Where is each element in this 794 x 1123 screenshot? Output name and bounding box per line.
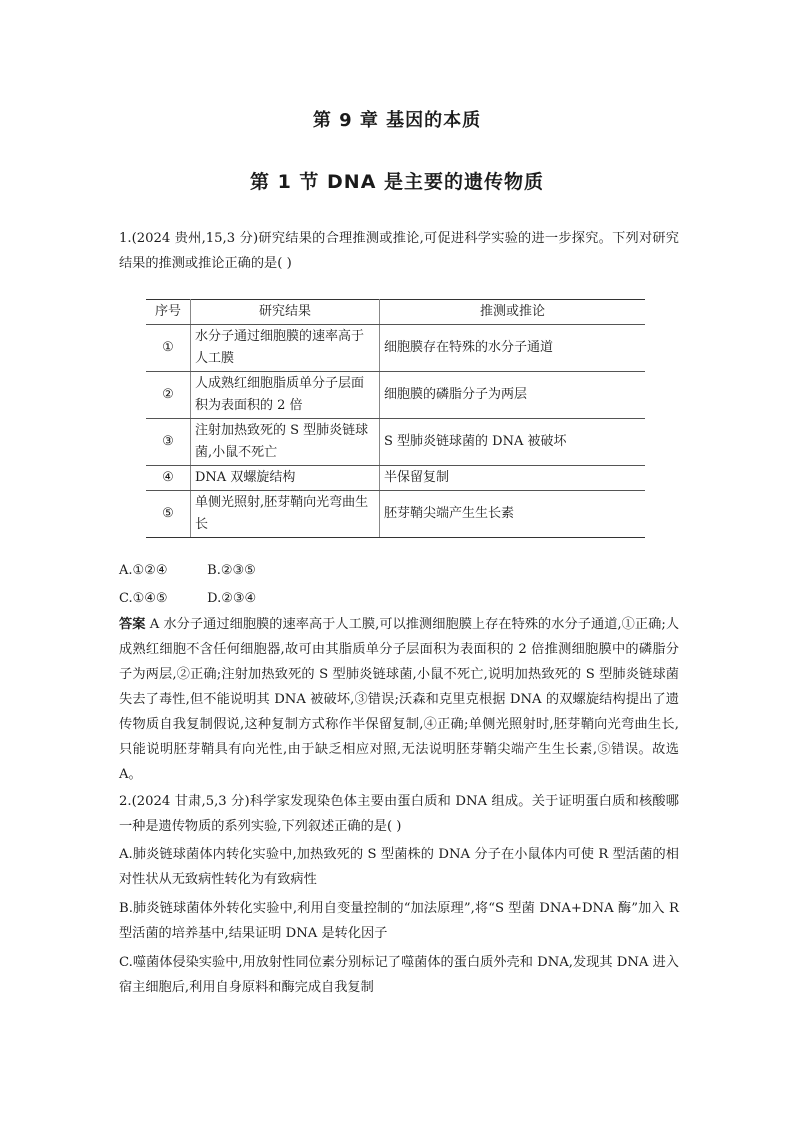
option-a: A.①②④ [119, 563, 168, 578]
question-2-option-c: C.噬菌体侵染实验中,用放射性同位素分别标记了噬菌体的蛋白质外壳和 DNA,发现其 DNA 进入宿主细胞后,利用自身原料和酶完成自我复制 [119, 955, 679, 995]
question-1-options-row-1 [119, 563, 291, 578]
row-inference: S 型肺炎链球菌的 DNA 被破坏 [380, 419, 646, 466]
question-1-options-row-2 [119, 591, 291, 606]
row-index: ⑤ [146, 491, 191, 538]
section-title: 第 1 节 DNA 是主要的遗传物质 [249, 171, 545, 193]
table-row [146, 325, 645, 372]
question-1-stem [119, 226, 679, 276]
row-result: 人成熟红细胞脂质单分子层面积为表面积的 2 倍 [191, 372, 380, 419]
row-inference: 胚芽鞘尖端产生生长素 [380, 491, 646, 538]
option-c: C.①④⑤ [119, 591, 168, 606]
row-result: 注射加热致死的 S 型肺炎链球菌,小鼠不死亡 [191, 419, 380, 466]
question-2-stem [119, 789, 679, 839]
table-row [146, 491, 645, 538]
row-inference: 细胞膜存在特殊的水分子通道 [380, 325, 646, 372]
question-2-text: 2.(2024 甘肃,5,3 分)科学家发现染色体主要由蛋白质和 DNA 组成。关于证明蛋白质和核酸哪一种是遗传物质的系列实验,下列叙述正确的是( ) [119, 794, 679, 834]
option-d: D.②③④ [207, 591, 257, 606]
row-inference: 细胞膜的磷脂分子为两层 [380, 372, 646, 419]
table-row [146, 466, 645, 491]
answer-explanation: A 水分子通过细胞膜的速率高于人工膜,可以推测细胞膜上存在特殊的水分子通道,①正确;人成熟红细胞不含任何细胞器,故可由其脂质单分子层面积为表面积的 2 倍推测细胞膜中的磷脂分子为两层,②正确;注射加热致死的 S 型肺炎链球菌,小鼠不死亡,说明加热致死的 S 型肺炎链球菌失去了毒性,但不能说明其 DNA 被破坏,③错误;沃森和克里克根据 DNA 的双螺旋结构提出了遗传物质自我复制假说,这种复制方式称作半保留复制,④正确;单侧光照射时,胚芽鞘向光弯曲生长,只能说明胚芽鞘具有向光性,由于缺乏相应对照,无法说明胚芽鞘尖端产生生长素,⑤错误。故选 A。 [119, 617, 680, 782]
row-result: DNA 双螺旋结构 [191, 466, 380, 491]
question-2-option-a: A.肺炎链球菌体内转化实验中,加热致死的 S 型菌株的 DNA 分子在小鼠体内可使 R 型活菌的相对性状从无致病性转化为有致病性 [119, 847, 679, 887]
question-2-option-b: B.肺炎链球菌体外转化实验中,利用自变量控制的“加法原理”,将“S 型菌 DNA+DNA 酶”加入 R 型活菌的培养基中,结果证明 DNA 是转化因子 [119, 901, 679, 941]
table-row [146, 419, 645, 466]
row-index: ④ [146, 466, 191, 491]
table-row [146, 372, 645, 419]
row-result: 单侧光照射,胚芽鞘向光弯曲生长 [191, 491, 380, 538]
option-b: B.②③⑤ [207, 563, 256, 578]
answer-label: 答案 [119, 617, 146, 632]
row-index: ① [146, 325, 191, 372]
row-index: ③ [146, 419, 191, 466]
header-index: 序号 [146, 300, 191, 325]
table-header-row [146, 300, 645, 325]
row-inference: 半保留复制 [380, 466, 646, 491]
question-1-answer [119, 612, 679, 787]
results-table [146, 299, 645, 538]
header-inference: 推测或推论 [380, 300, 646, 325]
row-index: ② [146, 372, 191, 419]
chapter-title: 第 9 章 基因的本质 [312, 110, 482, 131]
question-1-text: 1.(2024 贵州,15,3 分)研究结果的合理推测或推论,可促进科学实验的进一步探究。下列对研究结果的推测或推论正确的是( ) [119, 231, 679, 271]
row-result: 水分子通过细胞膜的速率高于人工膜 [191, 325, 380, 372]
header-result: 研究结果 [191, 300, 380, 325]
